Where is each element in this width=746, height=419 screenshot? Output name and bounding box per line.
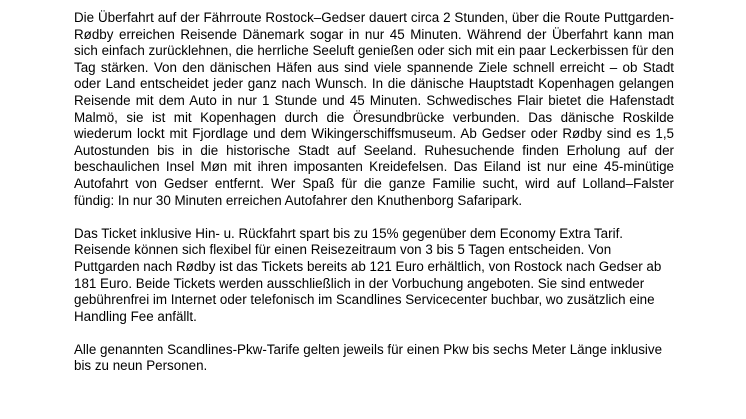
document-page: [74, 10, 674, 392]
paragraph-tariff-note: Alle genannten Scandlines-Pkw-Tarife gelten jeweils für einen Pkw bis sechs Meter Länge inklusive bis zu neun Personen.: [74, 341, 663, 374]
paragraph-ferry-routes: Die Überfahrt auf der Fährroute Rostock–Gedser dauert circa 2 Stunden, über die Route Puttgarden-Rødby erreichen Reisende Dänemark sogar in nur 45 Minuten. Während der Überfahrt kann man sich einfach zurücklehnen, die herrliche Seeluft genießen oder sich mit ein paar Leckerbissen für den Tag stärken. Von den dänischen Häfen aus sind viele spannende Ziele schnell erreicht – ob Stadt oder Land entscheidet jeder ganz nach Wunsch. In die dänische Hauptstadt Kopenhagen gelangen Reisende mit dem Auto in nur 1 Stunde und 45 Minuten. Schwedisches Flair bietet die Hafenstadt Malmö, sie ist mit Kopenhagen durch die Öresundbrücke verbunden. Das dänische Roskilde wiederum lockt mit Fjordlage und dem Wikingerschiffsmuseum. Ab Gedser oder Rødby sind es 1,5 Autostunden bis in die historische Stadt auf Seeland. Ruhesuchende finden Erholung auf der beschaulichen Insel Møn mit ihren imposanten Kreidefelsen. Das Eiland ist nur eine 45-minütige Autofahrt von Gedser entfernt. Wer Spaß für die ganze Familie sucht, wird auf Lolland–Falster fündig: In nur 30 Minuten erreichen Autofahrer den Knuthenborg Safaripark.: [74, 10, 674, 208]
paragraph-ticket-offer: Das Ticket inklusive Hin- u. Rückfahrt spart bis zu 15% gegenüber dem Economy Extra Tarif. Reisende können sich flexibel für einen Reisezeitraum von 3 bis 5 Tagen entscheiden. Von Puttgarden nach Rødby ist das Tickets bereits ab 121 Euro erhältlich, von Rostock nach Gedser ab 181 Euro. Beide Tickets werden ausschließlich in der Vorbuchung angeboten. Sie sind entweder gebührenfrei im Internet oder telefonisch im Scandlines Servicecenter buchbar, wo zusätzlich eine Handling Fee anfällt.: [74, 225, 662, 324]
